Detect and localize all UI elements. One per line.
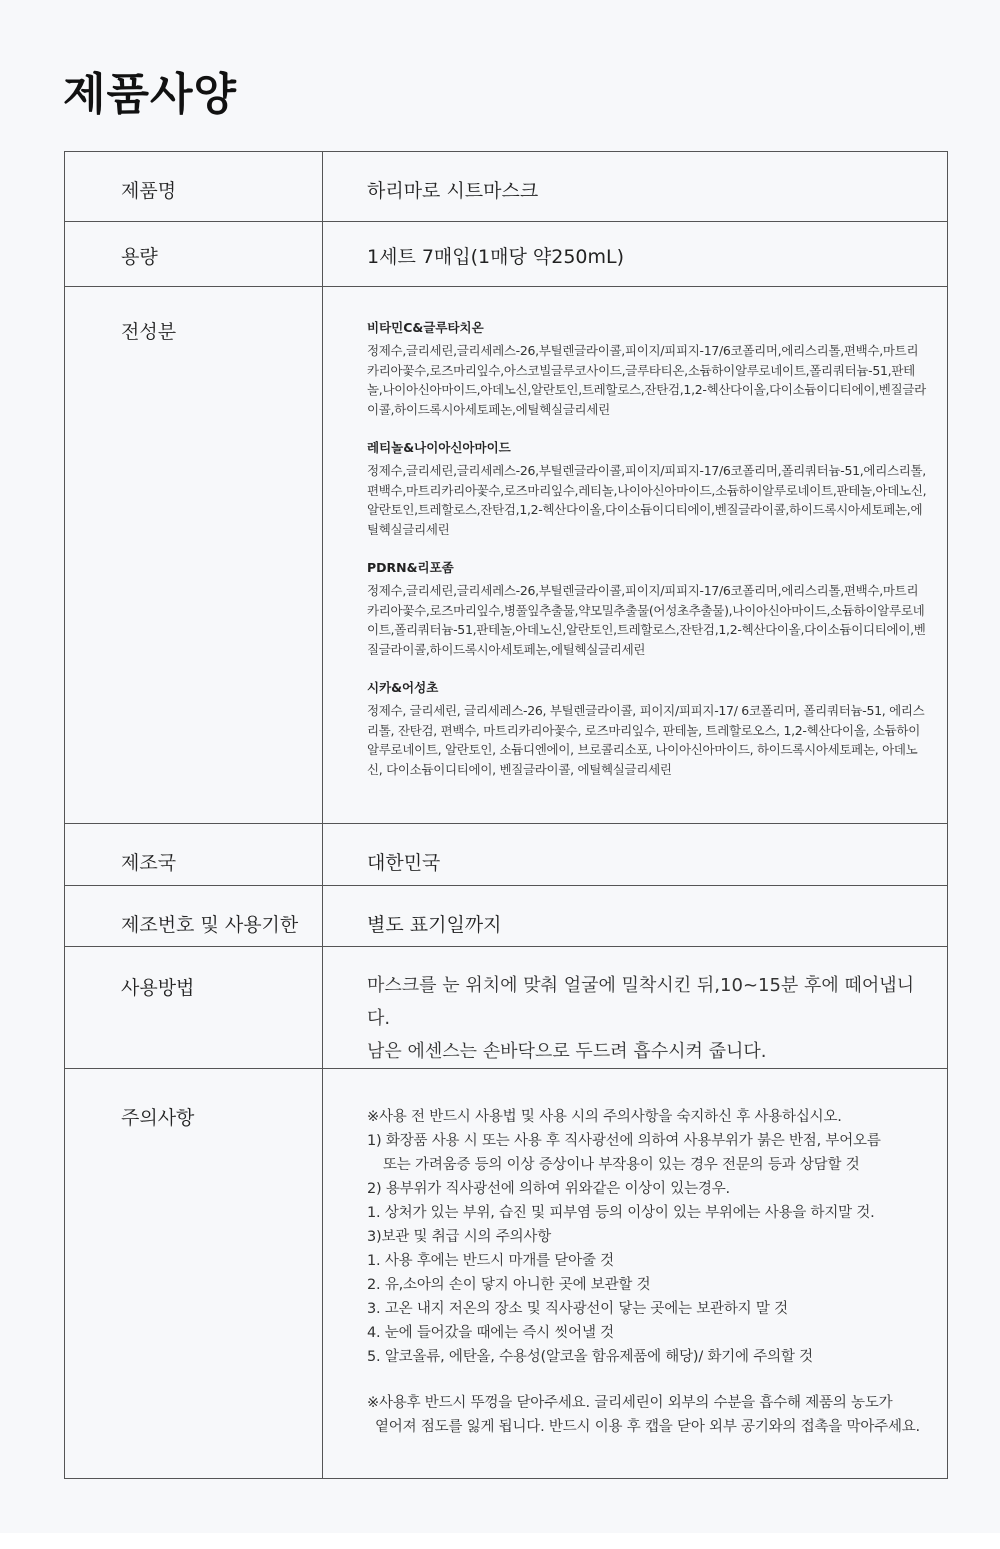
- label-volume: 용량: [65, 222, 323, 287]
- value-usage: [323, 947, 948, 1069]
- row-usage: [65, 947, 948, 1069]
- caution-line: 5. 알코올류, 에탄올, 수용성(알코올 함유제품에 해당)/ 화기에 주의할 것: [367, 1349, 813, 1365]
- value-lot-expiry: 별도 표기일까지: [323, 886, 948, 947]
- ingredient-block: [367, 439, 929, 539]
- caution-line: 2) 용부위가 직사광선에 의하여 위와같은 이상이 있는경우.: [367, 1181, 730, 1197]
- ingredient-text: 정제수,글리세린,글리세레스-26,부틸렌글라이콜,피이지/피피지-17/6코폴리머,에리스리톨,편백수,마트리카리아꽃수,로즈마리잎수,아스코빌글루코사이드,글루타티온,소듐하이알루로네이트,폴리쿼터늄-51,판테놀,나이아신아마이드,아데노신,알란토인,트레할로스,잔탄검,1,2-헥산다이올,다이소듐이디티에이,벤질글라이콜,하이드록시아세토페논,에틸헥실글리세린: [367, 343, 926, 417]
- ingredient-heading: 레티놀&나이아신아마이드: [367, 440, 511, 455]
- caution-line: 1. 상처가 있는 부위, 습진 및 피부염 등의 이상이 있는 부위에는 사용을 하지말 것.: [367, 1205, 875, 1221]
- label-usage: 사용방법: [65, 947, 323, 1069]
- value-product-name: 하리마로 시트마스크: [323, 152, 948, 222]
- ingredient-text: 정제수,글리세린,글리세레스-26,부틸렌글라이콜,피이지/피피지-17/6코폴리머,에리스리톨,편백수,마트리카리아꽃수,로즈마리잎수,병풀잎추출물,약모밀추출물(어성초추출물),나이아신아마이드,소듐하이알루로네이트,폴리쿼터늄-51,판테놀,아데노신,알란토인,트레할로스,잔탄검,1,2-헥산다이올,다이소듐이디티에이,벤질글라이콜,하이드록시아세토페논,에틸헥실글리세린: [367, 583, 926, 657]
- ingredient-text: 정제수, 글리세린, 글리세레스-26, 부틸렌글라이콜, 피이지/피피지-17/ 6코폴리머, 폴리쿼터늄-51, 에리스리톨, 잔탄검, 편백수, 마트리카리아꽃수, 로즈마리잎수, 판테놀, 트레할로오스, 1,2-헥산다이올, 소듐하이알루로네이트, 알란토인, 소듐디엔에이, 브로콜리소포, 나이아신아마이드, 하이드록시아세토페논, 아데노신, 다이소듐이디티에이, 벤질글라이콜, 에틸헥실글리세린: [367, 703, 925, 777]
- caution-spacer: [367, 1369, 927, 1391]
- caution-line: 1. 사용 후에는 반드시 마개를 닫아줄 것: [367, 1253, 614, 1269]
- page-title: 제품사양: [63, 69, 238, 120]
- ingredient-heading: 비타민C&글루타치온: [367, 320, 484, 335]
- usage-line: 남은 에센스는 손바닥으로 두드려 흡수시켜 줍니다.: [367, 1041, 767, 1062]
- row-caution: [65, 1069, 948, 1479]
- caution-note-line: 옅어져 점도를 잃게 됩니다. 반드시 이용 후 캡을 닫아 외부 공기와의 접촉을 막아주세요.: [375, 1419, 920, 1435]
- label-product-name: 제품명: [65, 152, 323, 222]
- ingredient-heading: PDRN&리포좀: [367, 560, 454, 575]
- value-ingredients: [323, 287, 948, 824]
- label-lot-expiry: 제조번호 및 사용기한: [65, 886, 323, 947]
- label-caution: 주의사항: [65, 1069, 323, 1479]
- ingredient-block: [367, 679, 929, 779]
- caution-line: 3. 고온 내지 저온의 장소 및 직사광선이 닿는 곳에는 보관하지 말 것: [367, 1301, 788, 1317]
- caution-line: 3)보관 및 취급 시의 주의사항: [367, 1229, 551, 1245]
- ingredient-text: 정제수,글리세린,글리세레스-26,부틸렌글라이콜,피이지/피피지-17/6코폴리머,폴리쿼터늄-51,에리스리톨,편백수,마트리카리아꽃수,로즈마리잎수,레티놀,나이아신아마이드,소듐하이알루로네이트,판테놀,아데노신,알란토인,트레할로스,잔탄검,1,2-헥산다이올,다이소듐이디티에이,벤질글라이콜,하이드록시아세토페논,에틸헥실글리세린: [367, 463, 927, 537]
- value-volume: 1세트 7매입(1매당 약250mL): [323, 222, 948, 287]
- caution-line: 4. 눈에 들어갔을 때에는 즉시 씻어낼 것: [367, 1325, 614, 1341]
- row-volume: [65, 222, 948, 287]
- row-product-name: [65, 152, 948, 222]
- spec-table: [64, 151, 948, 1479]
- row-lot-expiry: [65, 886, 948, 947]
- caution-line: 1) 화장품 사용 시 또는 사용 후 직사광선에 의하여 사용부위가 붉은 반점, 부어오름: [367, 1133, 881, 1149]
- label-country: 제조국: [65, 824, 323, 886]
- label-ingredients: 전성분: [65, 287, 323, 824]
- value-caution: [323, 1069, 948, 1479]
- row-country: [65, 824, 948, 886]
- caution-line: 2. 유,소아의 손이 닿지 아니한 곳에 보관할 것: [367, 1277, 651, 1293]
- usage-line: 마스크를 눈 위치에 맞춰 얼굴에 밀착시킨 뒤,10~15분 후에 떼어냅니다.: [367, 975, 915, 1029]
- row-ingredients: [65, 287, 948, 824]
- caution-line: 또는 가려움증 등의 이상 증상이나 부작용이 있는 경우 전문의 등과 상담할 것: [383, 1157, 860, 1173]
- ingredient-heading: 시카&어성초: [367, 680, 439, 695]
- caution-line: ※사용 전 반드시 사용법 및 사용 시의 주의사항을 숙지하신 후 사용하십시오.: [367, 1109, 842, 1125]
- ingredient-block: [367, 319, 929, 419]
- ingredient-block: [367, 559, 929, 659]
- bottom-strip: [0, 1533, 1000, 1549]
- caution-note-line: ※사용후 반드시 뚜껑을 닫아주세요. 글리세린이 외부의 수분을 흡수해 제품의 농도가: [367, 1395, 893, 1411]
- value-country: 대한민국: [323, 824, 948, 886]
